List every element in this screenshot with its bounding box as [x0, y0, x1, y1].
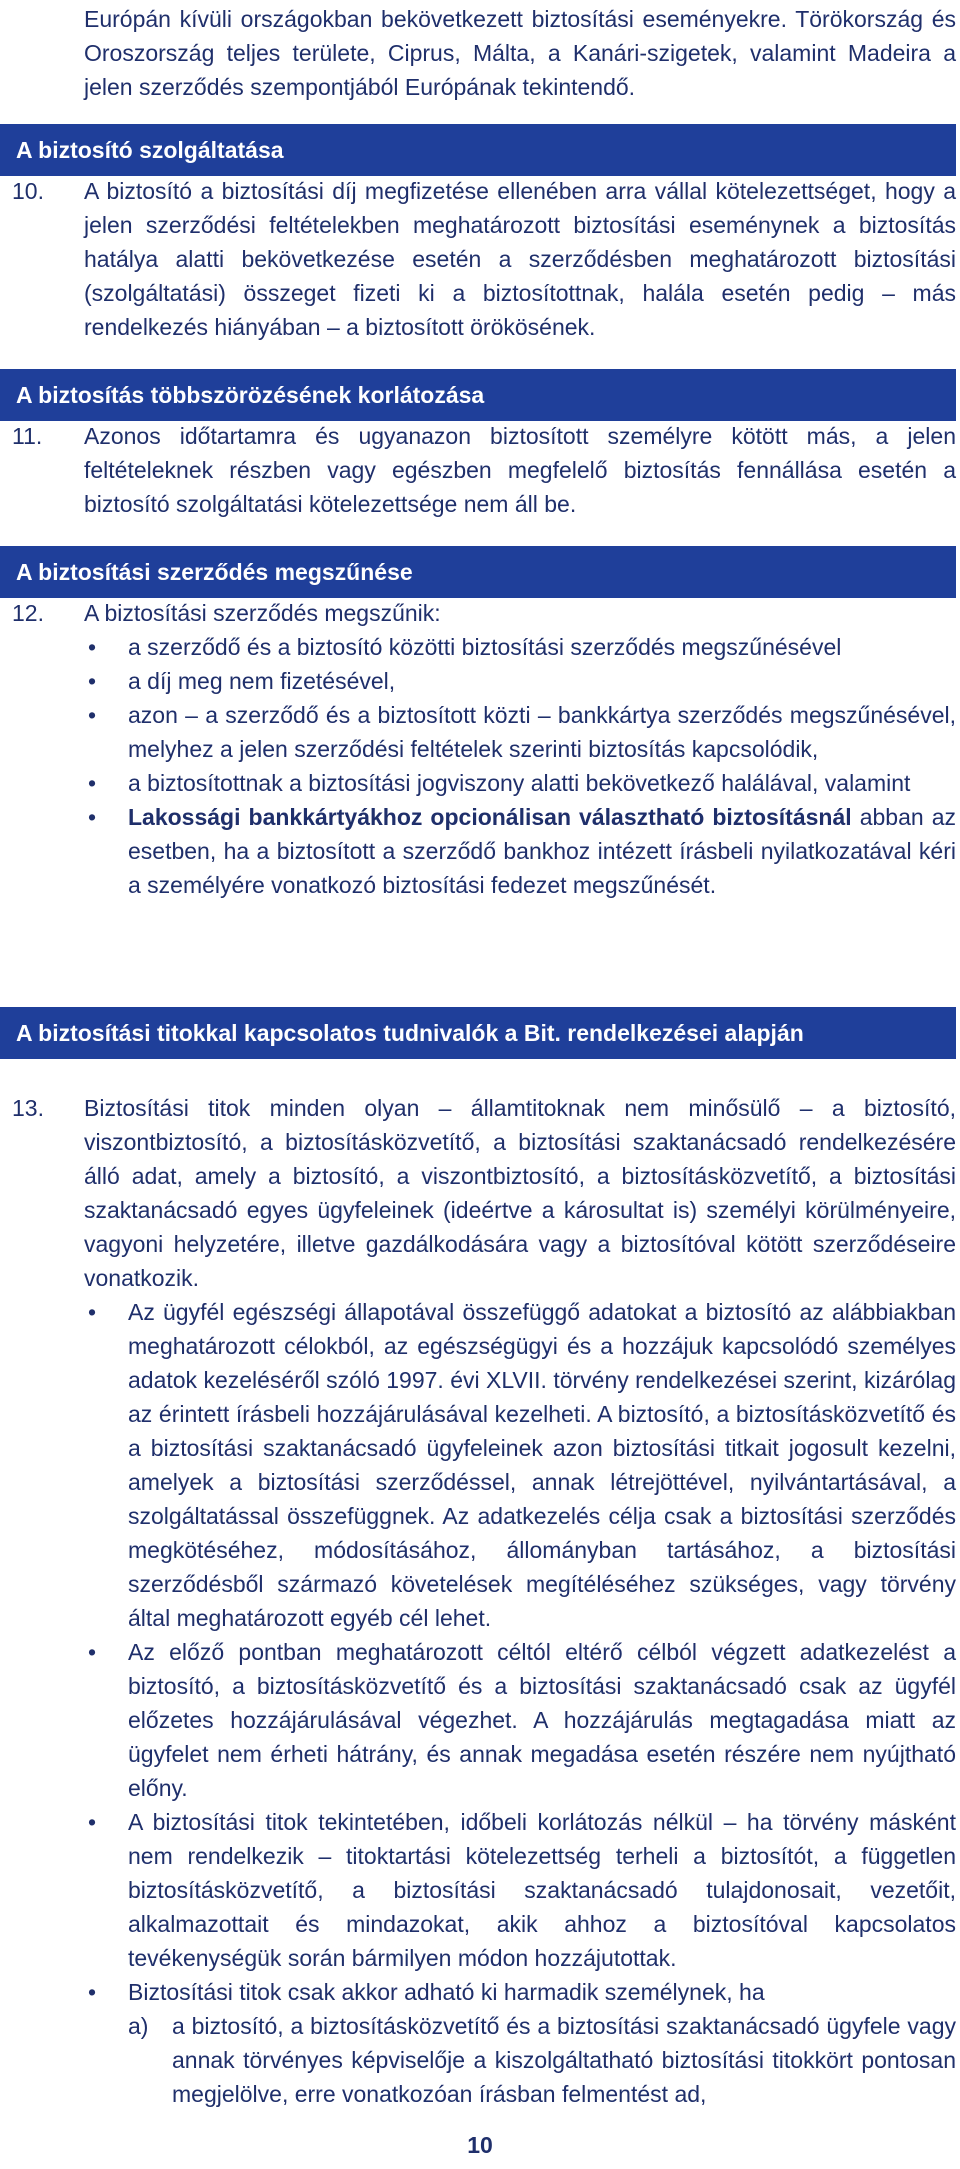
- section-text: Azonos időtartamra és ugyanazon biztosított személyre kötött más, a jelen feltételeknek részben vagy egészben megfelelő biztosítás fennállása esetén a biztosító szolgáltatási kötelezettsége nem áll be.: [84, 423, 956, 517]
- intro-paragraph: Európán kívüli országokban bekövetkezett biztosítási eseményekre. Törökország és Oroszország teljes területe, Ciprus, Málta, a Kanári-szigetek, valamint Madeira a jelen szerződés szempontjából Európának tekintendő.: [84, 6, 956, 100]
- sub-item: [128, 2009, 956, 2111]
- list-item: • A biztosítási titok tekintetében, időbeli korlátozás nélkül – ha törvény másként nem rendelkezik – titoktartási kötelezettség terheli a biztosítót, a független biztosításközvetítő, a biztosítási szaktanácsadó tulajdonosait, vezetőit, alkalmazottait és mindazokat, akik ahhoz a biztosítóval kapcsolatos tevékenységük során bármilyen módon hozzájutottak.: [84, 1805, 956, 1975]
- section-heading-insurance-secret: A biztosítási titokkal kapcsolatos tudnivalók a Bit. rendelkezései alapján: [0, 1007, 956, 1059]
- sub-item-text: a biztosító, a biztosításközvetítő és a biztosítási szaktanácsadó ügyfele vagy annak törvényes képviselője a kiszolgáltatható biztosítási titokkört pontosan megjelölve, erre vonatkozóan írásban felmentést ad,: [172, 2013, 956, 2107]
- termination-list: [84, 630, 956, 902]
- list-item-text: abban az esetben, ha a biztosított a szerződő bankhoz intézett írásbeli nyilatkozatával kéri a személyére vonatkozó biztosítási fedezet megszűnését.: [128, 804, 957, 898]
- section-text: A biztosító a biztosítási díj megfizetése ellenében arra vállal kötelezettséget, hogy a jelen szerződési feltételekben meghatározott biztosítási eseménynek a biztosítás hatálya alatti bekövetkezése esetén a szerződésben meghatározott biztosítási (szolgáltatási) összeget fizeti ki a biztosítottnak, halála esetén pedig – más rendelkezés hiányában – a biztosított örökösének.: [84, 178, 956, 340]
- list-item: • Az ügyfél egészségi állapotával összefüggő adatokat a biztosító az alábbiakban meghatározott célokból, az egészségügyi és a hozzájuk kapcsolódó személyes adatok kezeléséről szóló 1997. évi XLVII. törvény rendelkezései szerint, kizárólag az érintett írásbeli hozzájárulásával kezelheti. A biztosító, a biztosításközvetítő és a biztosítási szaktanácsadó ügyfeleinek azon biztosítási titkait jogosult kezelni, amelyek a biztosítási szerződéssel, annak létrejöttével, nyilvántartásával, a szolgáltatással összefüggnek. Az adatkezelés célja csak a biztosítási szerződés megkötéséhez, módosításához, állományban tartásához, a biztosítási szerződésből származó követelések megítéléséhez szükséges, vagy törvény által meghatározott egyéb cél lehet.: [84, 1295, 956, 1635]
- list-item: • azon – a szerződő és a biztosított közti – bankkártya szerződés megszűnésével, melyhez a jelen szerződési feltételek szerinti biztosítás kapcsolódik,: [84, 698, 956, 766]
- section-body: [84, 596, 956, 902]
- section-number: 11.: [12, 423, 43, 449]
- section-text: A biztosítási szerződés megszűnik:: [84, 600, 441, 626]
- list-item-text: Biztosítási titok csak akkor adható ki harmadik személynek, ha: [128, 1979, 765, 2005]
- section-number: 12.: [12, 600, 44, 626]
- list-item: • a biztosítottnak a biztosítási jogviszony alatti bekövetkező halálával, valamint: [84, 766, 956, 800]
- list-item: • a díj meg nem fizetésével,: [84, 664, 956, 698]
- sub-item-marker: a): [128, 2013, 149, 2039]
- section-heading-multiple-insurance: A biztosítás többszörözésének korlátozása: [0, 369, 956, 421]
- page-number: 10: [467, 2132, 493, 2158]
- section-heading-insurer-service: A biztosító szolgáltatása: [0, 124, 956, 176]
- section-number: 13.: [12, 1095, 44, 1121]
- list-item: • a szerződő és a biztosító közötti biztosítási szerződés megszűnésével: [84, 630, 956, 664]
- section-heading-termination: A biztosítási szerződés megszűnése: [0, 546, 956, 598]
- list-item: [84, 800, 956, 902]
- section-body: [84, 1091, 956, 2111]
- list-item: [84, 1975, 956, 2111]
- section-number: 10.: [12, 178, 44, 204]
- secret-list: [84, 1295, 956, 2111]
- list-item: • Az előző pontban meghatározott céltól eltérő célból végzett adatkezelést a biztosító, a biztosításközvetítő és a biztosítási szaktanácsadó csak az ügyfél előzetes hozzájárulásával végezhet. A hozzájárulás megtagadása miatt az ügyfelet nem érheti hátrány, és annak megadása esetén részére nem nyújtható előny.: [84, 1635, 956, 1805]
- bold-text: Lakossági bankkártyákhoz opcionálisan választható biztosításnál: [128, 804, 852, 830]
- section-text: Biztosítási titok minden olyan – államtitoknak nem minősülő – a biztosító, viszontbiztosító, a biztosításközvetítő, a biztosítási szaktanácsadó rendelkezésére álló adat, amely a biztosító, a viszontbiztosító, a biztosításközvetítő, a biztosítási szaktanácsadó egyes ügyfeleinek (ideértve a károsultat is) személyi körülményeire, vagyoni helyzetére, illetve gazdálkodására vagy a biztosítóval kötött szerződéseire vonatkozik.: [84, 1095, 956, 1291]
